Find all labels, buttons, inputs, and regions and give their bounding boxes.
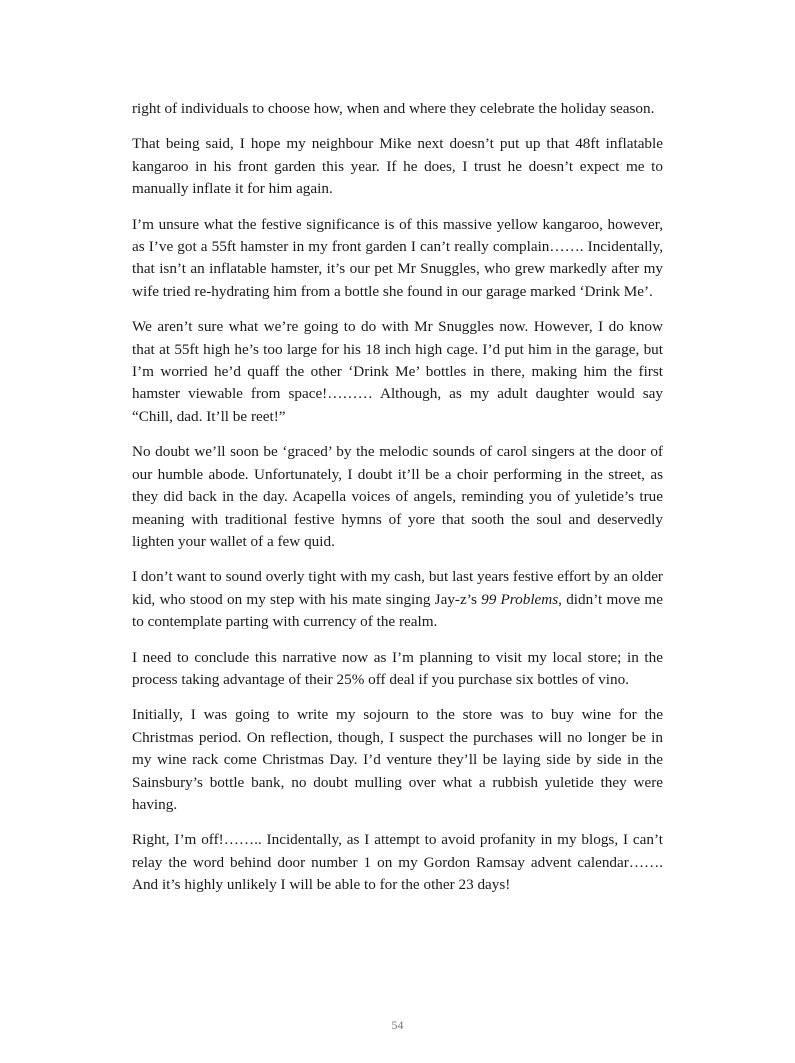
paragraph-6 <box>132 566 663 633</box>
paragraph-5: No doubt we’ll soon be ‘graced’ by the melodic sounds of carol singers at the door of our humble abode. Unfortunately, I doubt it’ll be a choir performing in the street, as they did back in the day. Acapella voices of angels, reminding you of yuletide’s true meaning with traditional festive hymns of yore that sooth the soul and deservedly lighten your wallet of a few quid. <box>132 443 663 550</box>
paragraph-2: That being said, I hope my neighbour Mike next doesn’t put up that 48ft inflatable kangaroo in his front garden this year. If he does, I trust he doesn’t expect me to manually inflate it for him again. <box>132 135 663 198</box>
paragraph-6-text-after: didn’t move me to contemplate parting with currency of the realm. <box>132 590 663 631</box>
paragraph-6-text-before: I don’t want to sound overly tight with my cash, but last years festive effort by an older kid, who stood on my step with his mate singing Jay-z’s <box>132 568 663 608</box>
paragraph-7: I need to conclude this narrative now as I’m planning to visit my local store; in the process taking advantage of their 25% off deal if you purchase six bottles of vino. <box>132 648 663 688</box>
paragraph-9: Right, I’m off!…….. Incidentally, as I attempt to avoid profanity in my blogs, I can’t relay the word behind door number 1 on my Gordon Ramsay advent calendar……. And it’s highly unlikely I will be able to for the other 23 days! <box>132 831 663 894</box>
paragraph-3: I’m unsure what the festive significance is of this massive yellow kangaroo, however, as I’ve got a 55ft hamster in my front garden I can’t really complain……. Incidentally, that isn’t an inflatable hamster, it’s our pet Mr Snuggles, who grew markedly after my wife tried re-hydrating him from a bottle she found in our garage marked ‘Drink Me’. <box>132 215 663 300</box>
page-number: 54 <box>391 1018 404 1032</box>
paragraph-1: right of individuals to choose how, when and where they celebrate the holiday season. <box>132 100 655 117</box>
page-body <box>132 98 663 910</box>
paragraph-4: We aren’t sure what we’re going to do with Mr Snuggles now. However, I do know that at 55ft high he’s too large for his 18 inch high cage. I’d put him in the garage, but I’m worried he’d quaff the other ‘Drink Me’ bottles in there, making him the first hamster viewable from space!……… Although, as my adult daughter would say “Chill, dad. It’ll be reet!” <box>132 318 663 425</box>
song-title-italic: 99 Problems, <box>481 590 562 608</box>
paragraph-8: Initially, I was going to write my sojourn to the store was to buy wine for the Christmas period. On reflection, though, I suspect the purchases will no longer be in my wine rack come Christmas Day. I’d venture they’ll be laying side by side in the Sainsbury’s bottle bank, no doubt mulling over what a rubbish yuletide they were having. <box>132 706 663 813</box>
